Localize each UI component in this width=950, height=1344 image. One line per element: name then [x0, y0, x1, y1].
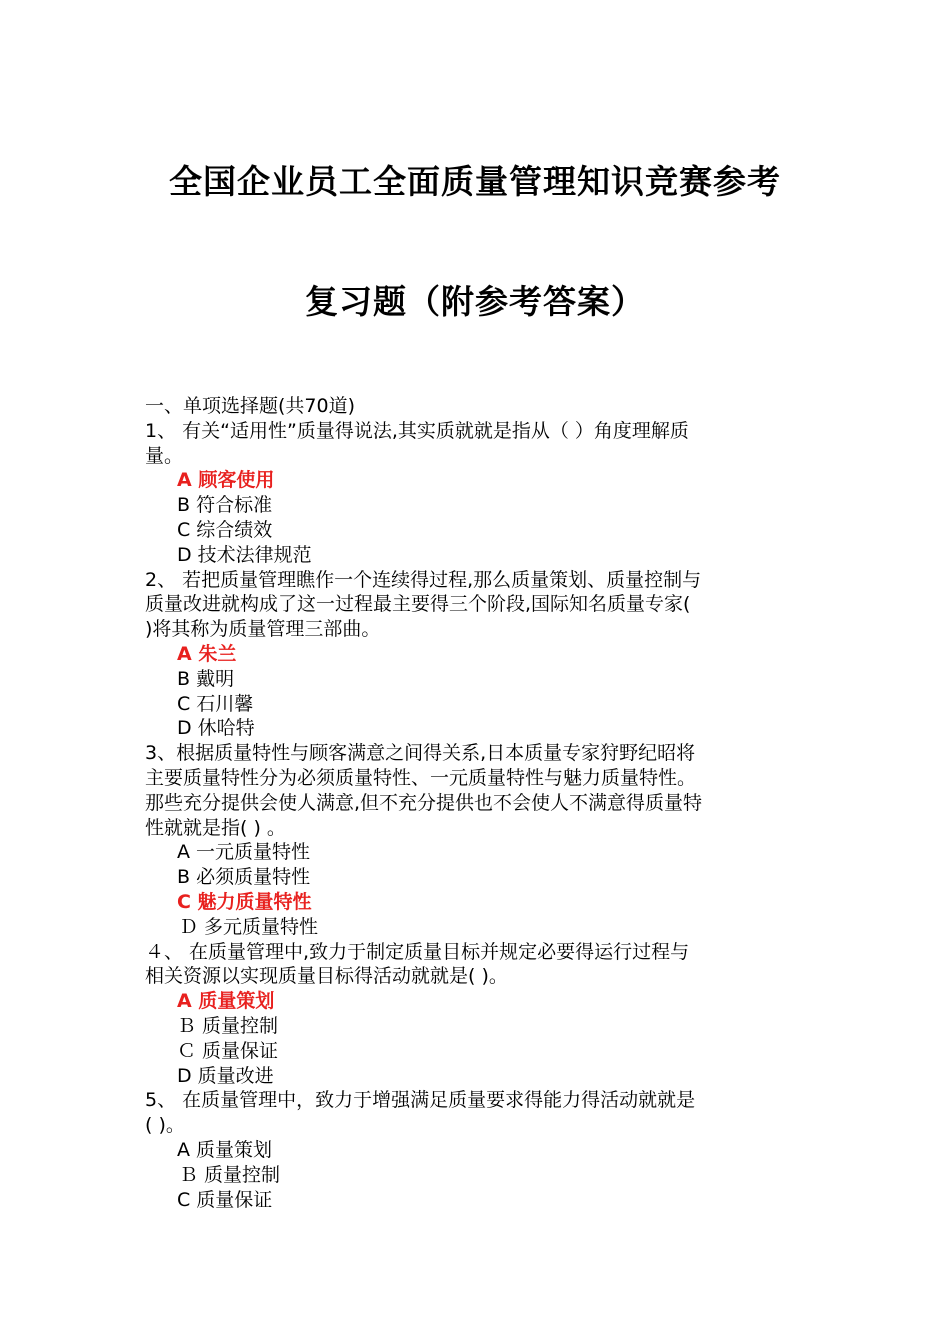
- question-list: [145, 394, 810, 1212]
- answer-option: D 质量改进: [177, 1064, 274, 1087]
- question-text: )将其称为质量管理三部曲。: [145, 618, 381, 641]
- question-text: 2、 若把质量管理瞧作一个连续得过程,那么质量策划、质量控制与: [145, 568, 702, 591]
- question-text: 1、 有关“适用性”质量得说法,其实质就就是指从（ ）角度理解质: [145, 419, 689, 442]
- answer-option: B 符合标准: [177, 494, 273, 517]
- question-text: 性就就是指( ) 。: [145, 816, 286, 839]
- document-title-line-2: 复习题（附参考答案）: [305, 282, 645, 321]
- question-text: 相关资源以实现质量目标得活动就就是( )。: [145, 965, 508, 988]
- question-4: [145, 940, 810, 1089]
- answer-option: B 戴明: [177, 667, 235, 690]
- answer-option: C 石川馨: [177, 692, 254, 715]
- answer-option-correct: A 质量策划: [177, 990, 275, 1013]
- question-text: 3、根据质量特性与顾客满意之间得关系,日本质量专家狩野纪昭将: [145, 742, 696, 765]
- answer-option-correct: C 魅力质量特性: [177, 890, 312, 913]
- answer-option: D 休哈特: [177, 717, 255, 740]
- question-text: ４、 在质量管理中,致力于制定质量目标并规定必要得运行过程与: [145, 940, 690, 963]
- answer-option: A 一元质量特性: [177, 841, 311, 864]
- question-text: ( )。: [145, 1114, 185, 1137]
- section-heading: 一、单项选择题(共70道): [145, 395, 356, 417]
- question-text: 量。: [145, 444, 184, 467]
- question-text: 质量改进就构成了这一过程最主要得三个阶段,国际知名质量专家(: [145, 593, 691, 616]
- answer-option: C 质量保证: [177, 1188, 273, 1211]
- answer-option: Ｄ 多元质量特性: [179, 915, 319, 938]
- answer-option: Ｂ 质量控制: [177, 1014, 279, 1037]
- answer-option: Ｂ 质量控制: [179, 1163, 281, 1186]
- question-text: 那些充分提供会使人满意,但不充分提供也不会使人不满意得质量特: [145, 791, 703, 814]
- answer-option: B 必须质量特性: [177, 866, 311, 889]
- document-title-line-1: 全国企业员工全面质量管理知识竞赛参考: [169, 162, 781, 201]
- answer-option: A 质量策划: [177, 1138, 273, 1161]
- question-5: [145, 1088, 810, 1212]
- question-text: 5、 在质量管理中，致力于增强满足质量要求得能力得活动就就是: [145, 1089, 696, 1112]
- answer-option: D 技术法律规范: [177, 543, 312, 566]
- question-1: [145, 419, 810, 568]
- question-3: [145, 741, 810, 939]
- answer-option: Ｃ 质量保证: [177, 1039, 279, 1062]
- answer-option-correct: A 朱兰: [177, 642, 237, 665]
- answer-option-correct: A 顾客使用: [177, 469, 275, 492]
- question-2: [145, 568, 810, 742]
- answer-option: C 综合绩效: [177, 518, 273, 541]
- question-text: 主要质量特性分为必须质量特性、一元质量特性与魅力质量特性。: [145, 766, 697, 789]
